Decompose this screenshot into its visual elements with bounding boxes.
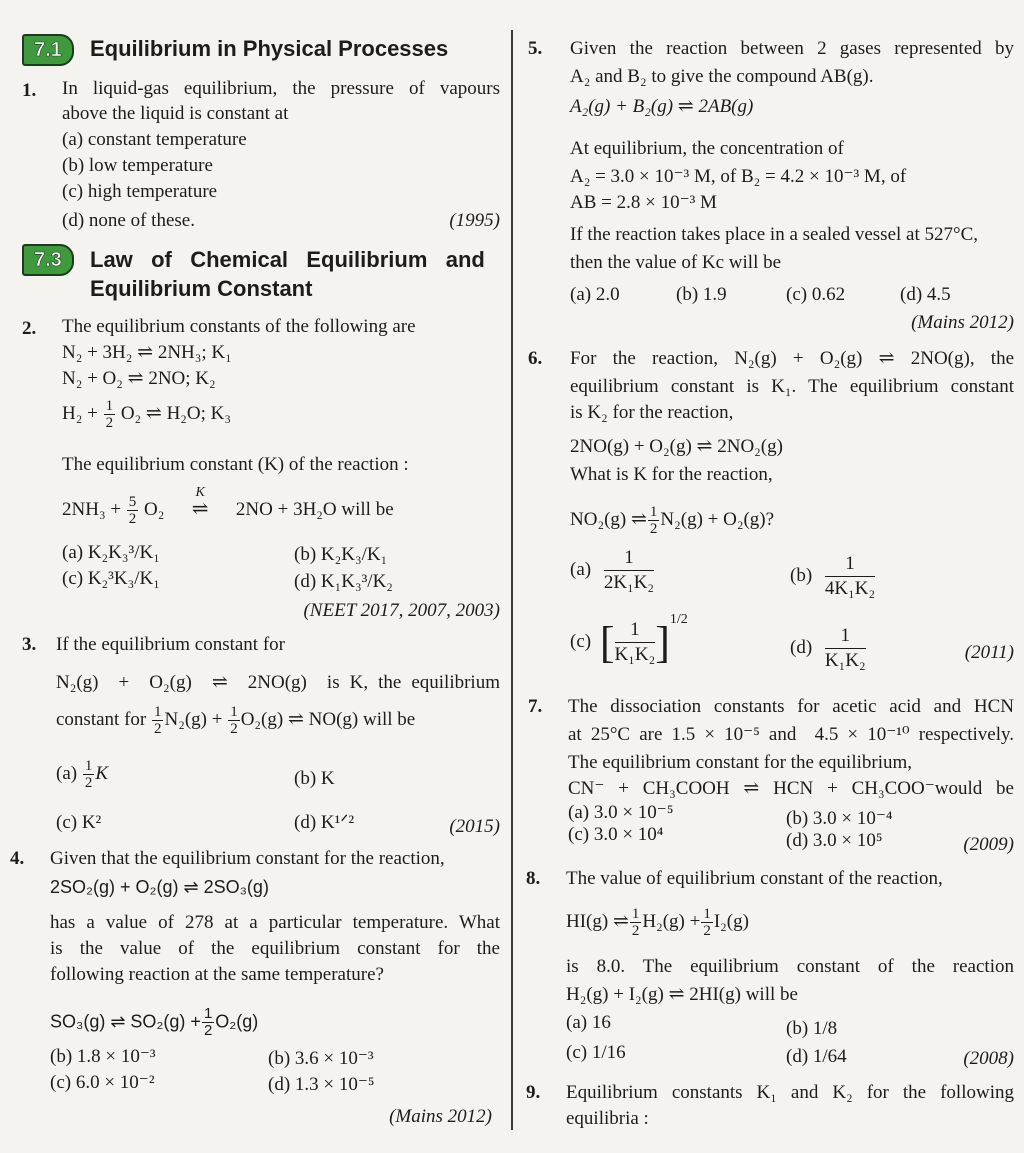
- option-a[interactable]: (a) 3.0 × 10⁻⁵: [568, 802, 674, 823]
- option-b[interactable]: (b) low temperature: [62, 155, 213, 176]
- fraction-numerator: 1: [105, 398, 114, 414]
- fraction: [228, 704, 240, 737]
- equation-part: SO₃(g) ⇌ SO₂(g) +: [50, 1011, 201, 1032]
- option-a[interactable]: (b) 1.8 × 10⁻³: [50, 1046, 156, 1067]
- fraction: [648, 504, 660, 537]
- fraction-denominator: 2: [703, 923, 711, 939]
- column-divider: [511, 30, 513, 1130]
- exam-year: (1995): [449, 210, 500, 231]
- question-text: The value of equilibrium constant of the reaction,: [566, 868, 943, 889]
- equation: 2NO(g) + O₂(g) ⇌ 2NO₂(g): [570, 436, 783, 457]
- equation: A₂(g) + B₂(g) ⇌ 2AB(g): [570, 96, 754, 117]
- fraction-numerator: 1: [825, 552, 875, 577]
- exam-year: (Mains 2012): [389, 1106, 492, 1127]
- question-number: 9.: [526, 1082, 541, 1103]
- equation-part: H₂ +: [62, 402, 98, 424]
- fraction-numerator: 1: [615, 618, 656, 643]
- option-d[interactable]: (d) 1.3 × 10⁻⁵: [268, 1074, 375, 1095]
- option-b[interactable]: (b) 3.0 × 10⁻⁴: [786, 808, 893, 829]
- equation: H₂(g) + I₂(g) ⇌ 2HI(g) will be: [566, 984, 798, 1005]
- equation: [570, 504, 774, 537]
- fraction-denominator: 2: [230, 721, 238, 737]
- equation-part: O₂: [144, 498, 165, 520]
- question-number: 1.: [22, 80, 37, 101]
- equation: [566, 906, 749, 939]
- question-text: at 25°C are 1.5 × 10⁻⁵ and 4.5 × 10⁻¹⁰ respectively.: [568, 724, 1014, 745]
- question-number: 6.: [528, 348, 543, 369]
- fraction-denominator: 2: [631, 923, 640, 939]
- fraction-numerator: 1: [649, 504, 658, 520]
- question-text: At equilibrium, the concentration of: [570, 138, 844, 159]
- option-b[interactable]: (b) K: [294, 768, 335, 789]
- option-label: (d): [790, 636, 813, 658]
- question-text: The equilibrium constants of the following are: [62, 316, 416, 337]
- option-label: (b): [790, 564, 813, 586]
- question-text: [56, 704, 415, 737]
- fraction-denominator: 2K₁K₂: [603, 572, 655, 593]
- fraction-denominator: 2: [128, 511, 137, 527]
- fraction-numerator: 1: [230, 704, 238, 720]
- question-text: The dissociation constants for acetic acid and HCN: [568, 696, 1014, 717]
- fraction: [825, 552, 875, 601]
- question-number: 5.: [528, 38, 543, 59]
- equation-part: 2NH₃ +: [62, 498, 122, 520]
- option-b[interactable]: (b) 1/8: [786, 1018, 838, 1039]
- option-a[interactable]: (a) 16: [566, 1012, 611, 1033]
- fraction: [701, 906, 713, 939]
- option-b[interactable]: (b) K₂K₃/K₁: [294, 544, 388, 565]
- option-a[interactable]: (a) constant temperature: [62, 129, 247, 150]
- equation-part: HI(g) ⇌: [566, 910, 629, 932]
- question-number: 8.: [526, 868, 541, 889]
- question-text: Given that the equilibrium constant for the reaction,: [50, 848, 445, 869]
- option-a[interactable]: [56, 758, 108, 791]
- fraction: [825, 624, 866, 673]
- equation: N₂(g) + O₂(g) ⇌ 2NO(g) is K, the equilibrium: [56, 672, 500, 693]
- option-d[interactable]: (d) K₁K₃³/K₂: [294, 571, 393, 592]
- left-bracket-icon: [: [599, 617, 615, 667]
- question-text: is K₂ for the reaction,: [570, 402, 734, 423]
- option-c[interactable]: (c) K₂³K₃/K₁: [62, 568, 160, 589]
- question-text: is the value of the equilibrium constant for the: [50, 938, 500, 959]
- equation-part: H₂(g) +: [642, 910, 701, 932]
- fraction: [104, 398, 116, 431]
- option-c[interactable]: (c) K²: [56, 812, 102, 833]
- question-text: If the reaction takes place in a sealed vessel at 527°C,: [570, 224, 979, 245]
- question-text: A₂ and B₂ to give the compound AB(g).: [570, 66, 874, 87]
- option-a[interactable]: (a) K₂K₃³/K₁: [62, 542, 160, 563]
- option-d[interactable]: (d) none of these.: [62, 210, 195, 231]
- option-value: K: [95, 762, 109, 784]
- equation-part: N₂(g) +: [164, 708, 223, 730]
- equation-part: I₂(g): [713, 910, 749, 932]
- fraction-denominator: 2: [649, 521, 658, 537]
- option-d[interactable]: (d) 1/64: [786, 1046, 847, 1067]
- question-number: 3.: [22, 634, 37, 655]
- equation: N₂ + 3H₂ ⇌ 2NH₃; K₁: [62, 342, 232, 363]
- equation: [50, 1006, 258, 1039]
- question-text: What is K for the reaction,: [570, 464, 773, 485]
- double-arrow-icon: ⇌: [191, 497, 209, 520]
- right-bracket-icon: ]: [655, 617, 670, 667]
- question-text: equilibrium constant is K₁. The equilibrium constant: [570, 376, 1014, 397]
- question-text: In liquid-gas equilibrium, the pressure of vapours: [62, 78, 500, 99]
- option-c[interactable]: (c) 3.0 × 10⁴: [568, 824, 664, 845]
- fraction-numerator: 1: [84, 758, 93, 774]
- question-text: then the value of Kc will be: [570, 252, 782, 273]
- fraction-denominator: 2: [84, 775, 93, 791]
- equation-part: O₂ ⇌ H₂O; K₃: [120, 402, 232, 424]
- equation: CN⁻ + CH₃COOH ⇌ HCN + CH₃COO⁻would be: [568, 778, 1014, 799]
- option-label: (a): [570, 558, 592, 580]
- question-text: following reaction at the same temperature?: [50, 964, 384, 985]
- option-d[interactable]: (d) K¹ᐟ²: [294, 812, 355, 833]
- fraction-numerator: 1: [203, 1005, 213, 1022]
- fraction: [202, 1006, 214, 1039]
- exam-year: (2008): [963, 1048, 1014, 1069]
- question-text: The equilibrium constant for the equilibrium,: [568, 752, 913, 773]
- question-text: is 8.0. The equilibrium constant of the reaction: [566, 956, 1014, 977]
- fraction-numerator: 1: [825, 624, 866, 649]
- option-d[interactable]: (d) 3.0 × 10⁵: [786, 830, 883, 851]
- option-a[interactable]: [570, 546, 654, 595]
- section-title-7-3-line2: Equilibrium Constant: [90, 276, 313, 301]
- option-label: (a): [56, 762, 78, 784]
- fraction-numerator: 1: [153, 704, 162, 720]
- equation-part: NO₂(g) ⇌: [570, 508, 647, 530]
- option-c[interactable]: (c) 1/16: [566, 1042, 626, 1063]
- question-text: above the liquid is constant at: [62, 103, 289, 124]
- equation-part: O₂(g) ⇌ NO(g) will be: [240, 708, 416, 730]
- fraction-denominator: 2: [153, 721, 162, 737]
- question-text: For the reaction, N₂(g) + O₂(g) ⇌ 2NO(g), the: [570, 348, 1014, 369]
- option-b[interactable]: (b) 3.6 × 10⁻³: [268, 1048, 374, 1069]
- question-text: If the equilibrium constant for: [56, 634, 285, 655]
- question-number: 7.: [528, 696, 543, 717]
- option-d[interactable]: (d) 4.5: [900, 284, 951, 305]
- text-part: constant for: [56, 708, 147, 730]
- option-c[interactable]: [570, 611, 688, 667]
- section-title-7-1: Equilibrium in Physical Processes: [90, 36, 449, 61]
- question-text: AB = 2.8 × 10⁻³ M: [570, 192, 717, 213]
- fraction-numerator: 5: [128, 494, 137, 510]
- equation: [62, 398, 231, 431]
- question-number: 2.: [22, 318, 37, 339]
- exam-year: (2015): [449, 816, 500, 837]
- fraction: [152, 704, 164, 737]
- question-text: has a value of 278 at a particular temperature. What: [50, 912, 500, 933]
- fraction: [604, 546, 654, 595]
- exam-year: (NEET 2017, 2007, 2003): [303, 600, 500, 621]
- option-c[interactable]: (c) high temperature: [62, 181, 218, 202]
- fraction: [630, 906, 642, 939]
- fraction-numerator: 1: [631, 906, 640, 922]
- option-a[interactable]: (a) 2.0: [570, 284, 620, 305]
- fraction: [615, 618, 656, 667]
- question-number: 4.: [10, 848, 25, 869]
- question-text: Equilibrium constants K₁ and K₂ for the following: [566, 1082, 1014, 1103]
- section-title-7-3: Law of Chemical Equilibrium and: [90, 247, 485, 272]
- fraction-numerator: 1: [703, 906, 711, 922]
- fraction: [83, 758, 95, 791]
- exam-year: (Mains 2012): [911, 312, 1014, 333]
- equation-part: N₂(g) + O₂(g)?: [660, 508, 775, 530]
- option-label: (c): [570, 630, 592, 652]
- arrow-label: K: [195, 484, 205, 500]
- fraction: [127, 494, 139, 527]
- question-text: The equilibrium constant (K) of the reaction :: [62, 454, 409, 475]
- option-b[interactable]: (b) 1.9: [676, 284, 727, 305]
- option-c[interactable]: (c) 6.0 × 10⁻²: [50, 1072, 155, 1093]
- option-b[interactable]: [790, 552, 875, 601]
- equation: 2SO₂(g) + O₂(g) ⇌ 2SO₃(g): [50, 877, 269, 897]
- fraction-denominator: K₁K₂: [614, 644, 656, 665]
- equation-part: 2NO + 3H₂O will be: [235, 498, 394, 520]
- section-badge-7-3: 7.3: [22, 244, 74, 276]
- question-text: Given the reaction between 2 gases represented by: [570, 38, 1014, 59]
- option-c[interactable]: (c) 0.62: [786, 284, 846, 305]
- exponent: 1/2: [669, 611, 688, 627]
- equation: N₂ + O₂ ⇌ 2NO; K₂: [62, 368, 216, 389]
- question-text: A₂ = 3.0 × 10⁻³ M, of B₂ = 4.2 × 10⁻³ M, of: [570, 166, 907, 187]
- section-badge-7-1: 7.1: [22, 34, 74, 66]
- equilibrium-arrow: [169, 484, 231, 523]
- exam-year: (2011): [964, 642, 1014, 663]
- question-text: equilibria :: [566, 1108, 649, 1129]
- equation-part: O₂(g): [215, 1011, 259, 1032]
- fraction-denominator: 4K₁K₂: [824, 578, 876, 599]
- fraction-denominator: 2: [105, 415, 114, 431]
- option-d[interactable]: [790, 624, 866, 673]
- fraction-denominator: K₁K₂: [824, 650, 866, 671]
- fraction-numerator: 1: [604, 546, 654, 571]
- fraction-denominator: 2: [203, 1022, 213, 1039]
- exam-year: (2009): [963, 834, 1014, 855]
- equation: [62, 484, 394, 527]
